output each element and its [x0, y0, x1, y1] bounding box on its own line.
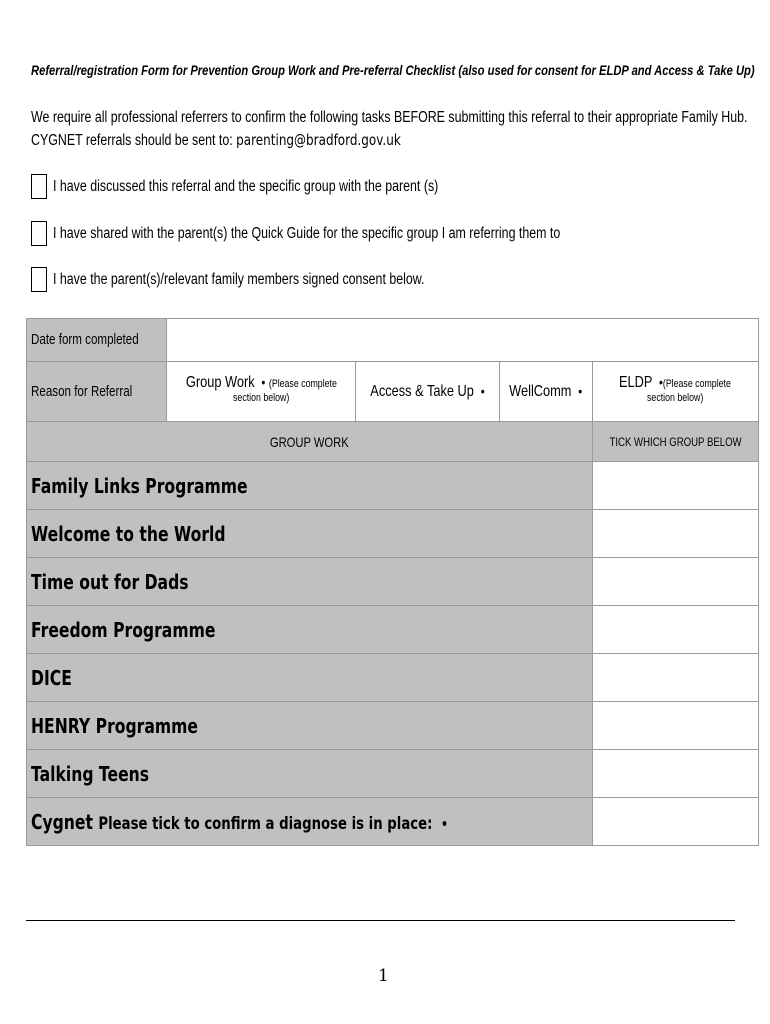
- group-name-henry-programme: HENRY Programme: [27, 702, 593, 750]
- group-name-family-links: Family Links Programme: [27, 462, 593, 510]
- bullet-icon: •: [578, 382, 583, 399]
- group-name-time-out-for-dads: Time out for Dads: [27, 558, 593, 606]
- group-name-freedom-programme: Freedom Programme: [27, 606, 593, 654]
- checklist-label: I have shared with the parent(s) the Quick Guide for the specific group I am referring them to: [53, 225, 561, 242]
- bullet-icon: •: [659, 373, 664, 390]
- reason-access-take-up[interactable]: Access & Take Up •: [356, 362, 500, 422]
- group-name-cygnet: Cygnet Please tick to confirm a diagnose is in place: •: [27, 798, 593, 846]
- checklist-label: I have discussed this referral and the specific group with the parent (s): [53, 178, 439, 195]
- tick-cell-freedom-programme[interactable]: [592, 606, 758, 654]
- bullet-icon: •: [481, 382, 485, 399]
- reason-wellcomm[interactable]: WellComm •: [500, 362, 592, 422]
- tick-cell-talking-teens[interactable]: [592, 750, 758, 798]
- tick-cell-family-links[interactable]: [592, 462, 758, 510]
- date-label-cell: Date form completed: [27, 319, 167, 362]
- tick-cell-welcome-to-the-world[interactable]: [592, 510, 758, 558]
- tick-cell-henry-programme[interactable]: [592, 702, 758, 750]
- tick-cell-cygnet[interactable]: [592, 798, 758, 846]
- group-name-dice: DICE: [27, 654, 593, 702]
- checklist-label: I have the parent(s)/relevant family members signed consent below.: [53, 271, 425, 288]
- group-work-header: GROUP WORK: [27, 422, 593, 462]
- tick-cell-dice[interactable]: [592, 654, 758, 702]
- form-title: Referral/registration Form for Prevention Group Work and Pre-referral Checklist (also used for consent for ELDP and Access & Take Up): [31, 62, 755, 78]
- reason-group-work[interactable]: Group Work • (Please complete section below): [166, 362, 356, 422]
- reason-eldp[interactable]: ELDP •(Please complete section below): [592, 362, 758, 422]
- date-input-cell[interactable]: [166, 319, 758, 362]
- bullet-icon: •: [260, 373, 265, 390]
- page-number: 1: [378, 966, 389, 986]
- intro-text: We require all professional referrers to confirm the following tasks BEFORE submitting this referral to their appropriate Family Hub.: [31, 109, 748, 126]
- group-name-talking-teens: Talking Teens: [27, 750, 593, 798]
- tick-cell-time-out-for-dads[interactable]: [592, 558, 758, 606]
- checklist-checkbox-quick-guide[interactable]: [31, 221, 47, 246]
- cygnet-email: parenting@bradford.gov.uk: [236, 131, 401, 149]
- checklist-checkbox-discussed[interactable]: [31, 174, 47, 199]
- cygnet-email-line: CYGNET referrals should be sent to: parenting@bradford.gov.uk: [31, 131, 401, 149]
- checklist-checkbox-consent[interactable]: [31, 267, 47, 292]
- bullet-icon: •: [440, 816, 448, 833]
- tick-header: TICK WHICH GROUP BELOW: [592, 422, 758, 462]
- group-name-welcome-to-the-world: Welcome to the World: [27, 510, 593, 558]
- referral-table: [26, 318, 759, 846]
- footer-divider: [26, 920, 735, 921]
- reason-label-cell: Reason for Referral: [27, 362, 167, 422]
